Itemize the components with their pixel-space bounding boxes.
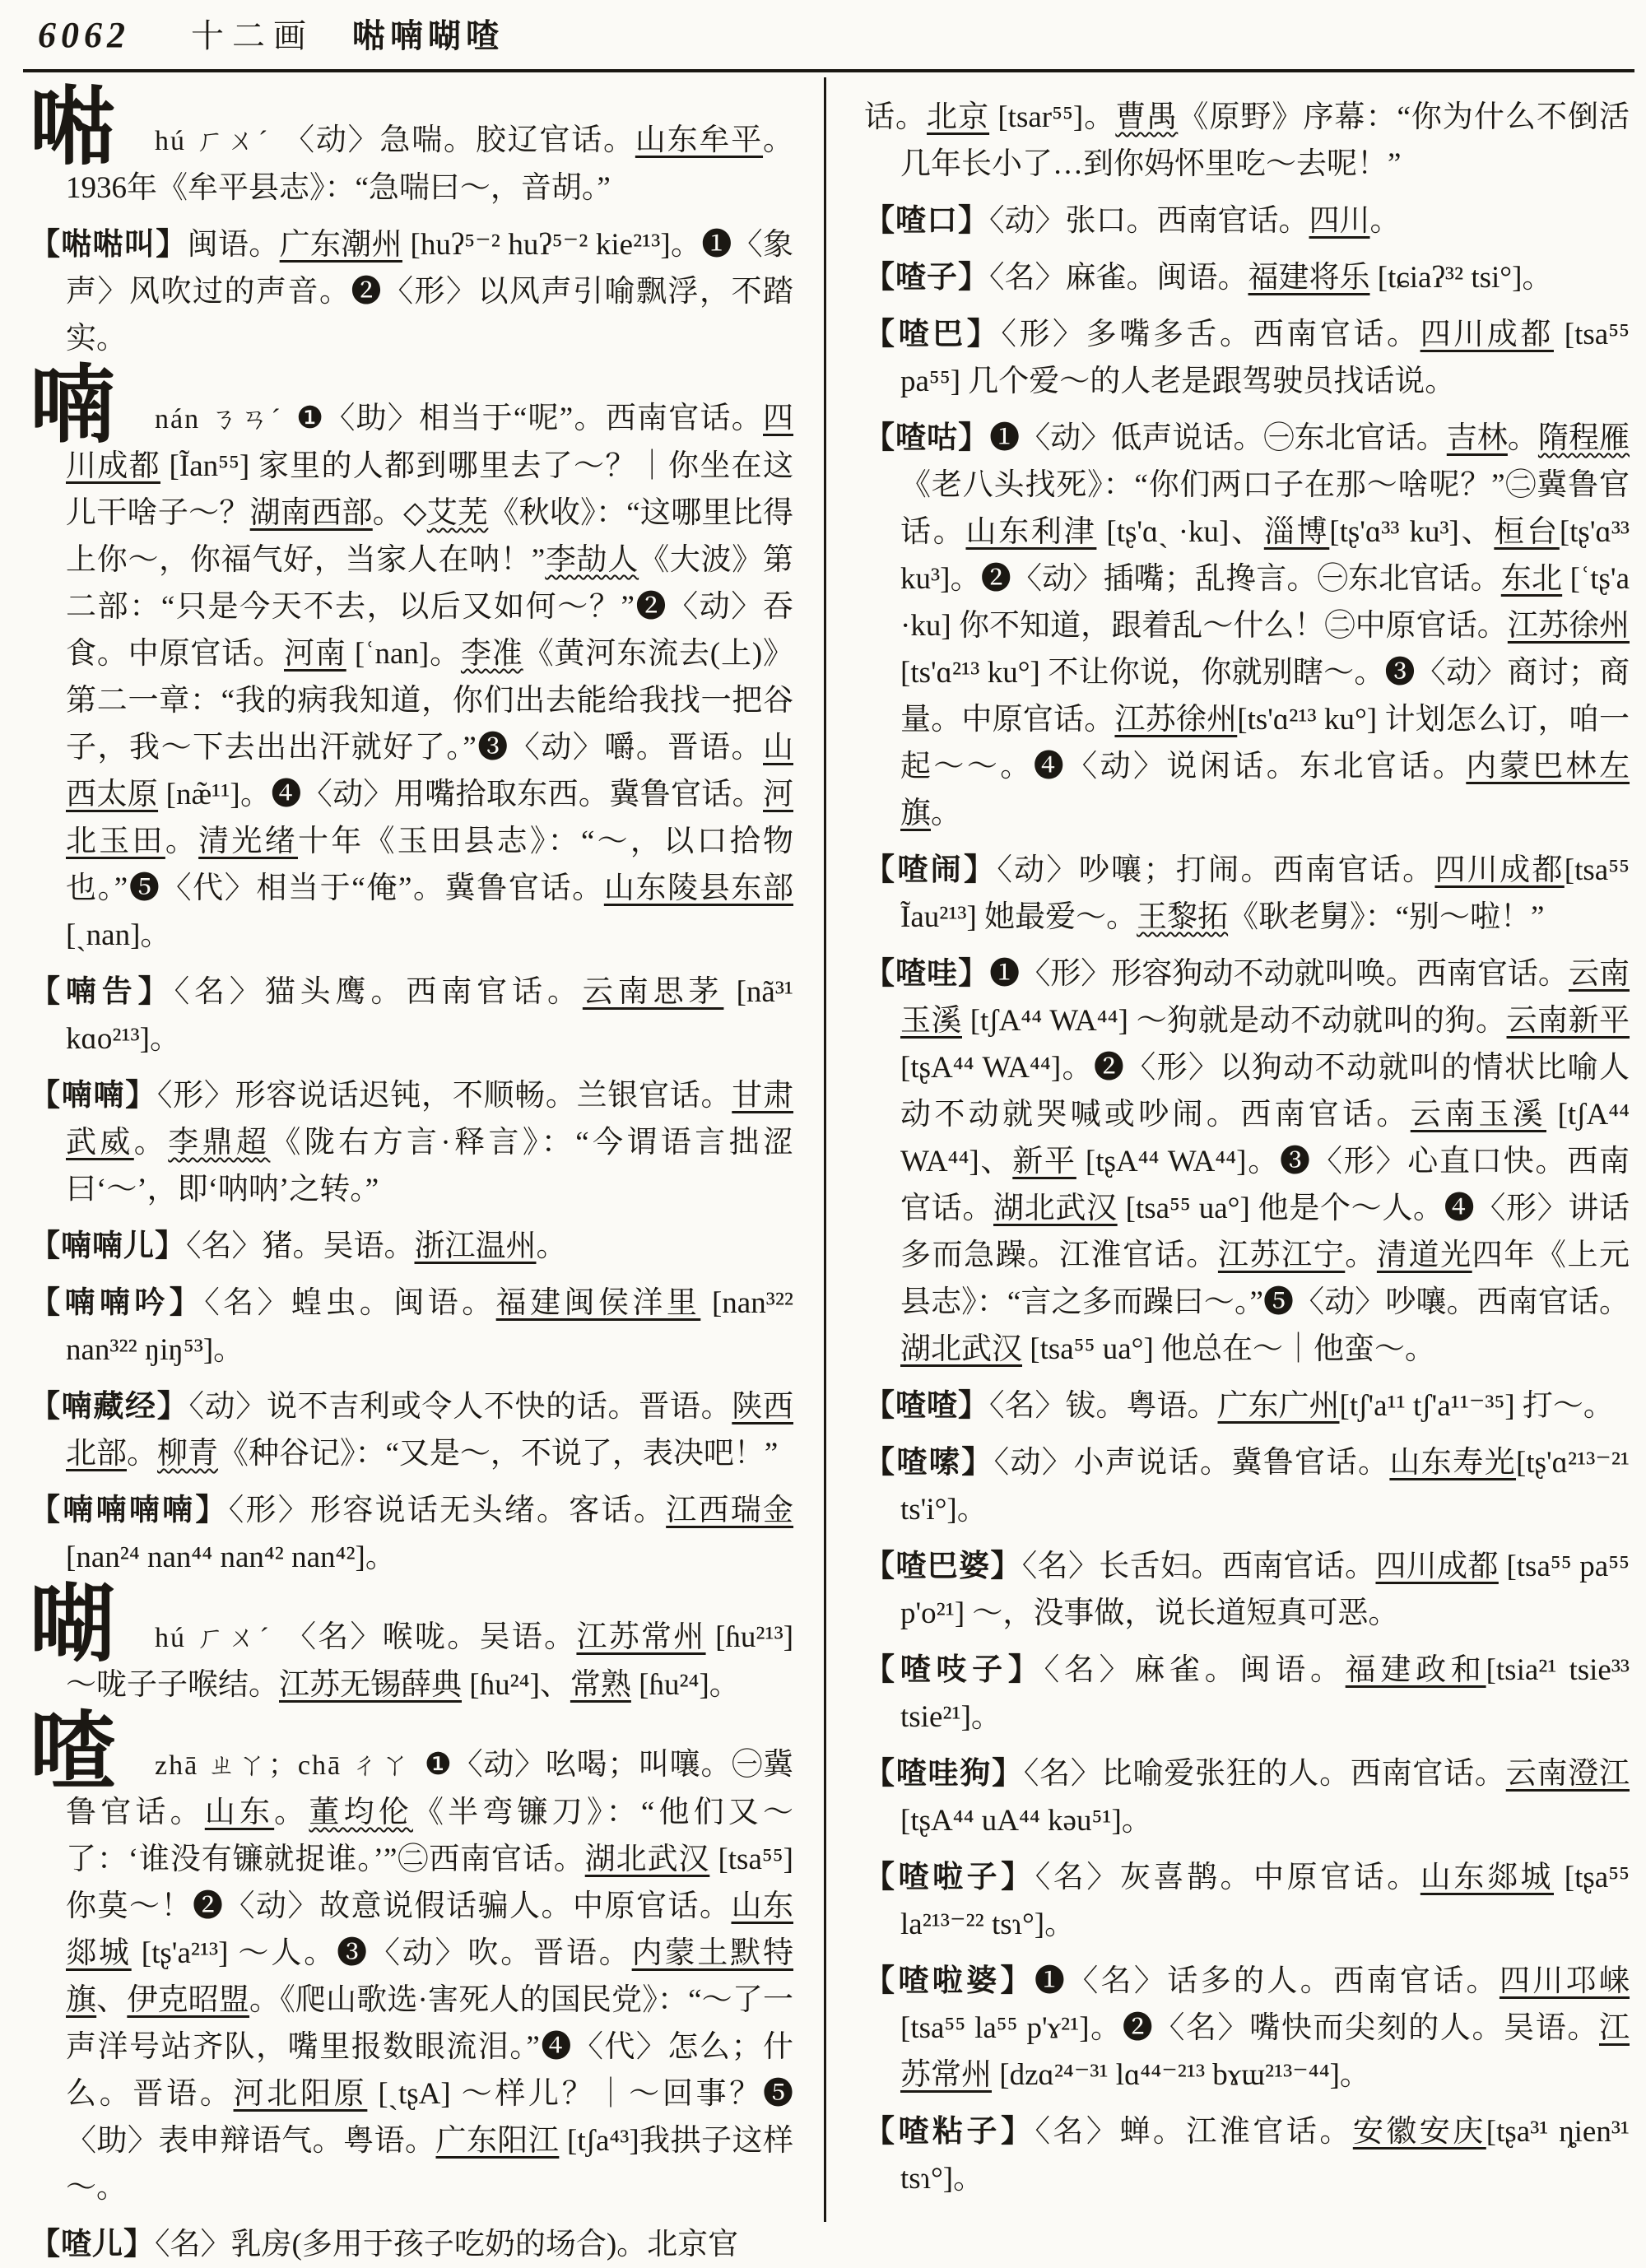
entry-headword: 【喃喃喃喃】 [30,1494,229,1527]
entry-text: 【喃喃喃喃】〈形〉形容说话无头绪。客话。江西瑞金 [nan²⁴ nan⁴⁴ nan⁴² nan⁴²]。 [30,1494,794,1574]
stroke-section-label: 十二画 [191,17,314,54]
entry-text: 话。北京 [tsar⁵⁵]。曹禺《原野》序幕：“你为什么不倒活几年长小了…到你妈怀里吃～去呢！” [864,100,1630,181]
entry-text: 【喳口】〈动〉张口。西南官话。四川。 [864,204,1401,238]
compound-entry-喳啦婆 [864,1958,1630,2098]
compound-entry-喖喖叫 [30,221,793,362]
pronunciation: zhā ㄓㄚ；chā ㄔㄚ [155,1750,412,1781]
entry-headword: 【喳哇狗】 [864,1757,1024,1791]
entry-text: nán ㄋㄢˊ ❶〈助〉相当于“呢”。西南官话。四川成都 [Ĩan⁵⁵] 家里的人都到哪里去了～？｜你坐在这儿干啥子～？湖南西部。◇艾芜《秋收》：“这哪里比得上你～，你福气好，当家人在呐！”李劼人《大波》第二部：“只是今天不去，以后又如何～？”❷〈动〉吞食。中原官话。河南 [ʿnan]。李准《黄河东流去(上)》第二一章：“我的病我知道，你们出去能给我找一把谷子，我～下去出出汗就好了。”❸〈动〉嚼。晋语。山西太原 [næ̃¹¹]。❹〈动〉用嘴拾取东西。冀鲁官话。河北玉田。清光绪十年《玉田县志》：“～，以口拾物也。”❺〈代〉相当于“俺”。冀鲁官话。山东陵县东部[ˎnan]。 [66,402,794,952]
entry-headword: 【喖喖叫】 [30,228,188,262]
place-name-underlined: 江苏无锡薛典 [279,1668,462,1702]
place-name-underlined: 安徽安庆 [1352,2115,1486,2149]
head-character: 㗅 [30,1578,116,1672]
entry-headword: 【喳粘子】 [864,2115,1035,2149]
entry-headword: 【喳哇】 [864,957,990,991]
entry-headword: 【喳口】 [864,204,989,238]
head-entry-喃 [30,359,794,959]
entry-text: hú ㄏㄨˊ 〈名〉喉咙。吴语。江苏常州 [ɦu²¹³] ～咙子子喉结。江苏无锡薛典 [ɦu²⁴]、常熟 [ɦu²⁴]。 [66,1620,794,1702]
compound-entry-喳巴婆 [864,1543,1630,1637]
entry-text: 【喳儿】〈名〉乳房(多用于孩子吃奶的场合)。北京官 [30,2228,739,2261]
compound-entry-喃藏经 [30,1383,793,1477]
compound-entry-喳咕 [864,415,1630,837]
place-name-underlined: 山东 [204,1796,275,1829]
place-name-underlined: 江苏常州 [576,1620,706,1654]
place-name-underlined: 陕西北部 [66,1390,793,1471]
place-name-underlined: 四川邛崃 [1499,1964,1630,1998]
entry-headword: 【喳吱子】 [864,1653,1044,1687]
entry-headword: 【喳咕】 [864,421,990,455]
entry-text: 【喳嗦】〈动〉小声说话。冀鲁官话。山东寿光[tʂ'ɑ²¹³⁻²¹ ts'i°]。 [864,1446,1630,1527]
entry-headword: 【喳闹】 [864,853,997,887]
entry-text: 【喃喃】〈形〉形容说话迟钝，不顺畅。兰银官话。甘肃武威。李鼎超《陇右方言·释言》：“今谓语言拙涩曰‘～’，即‘呐呐’之转。” [30,1079,794,1206]
section-characters: 喖喃㗅喳 [352,17,504,54]
pronunciation: nán ㄋㄢˊ [155,404,283,435]
entry-headword: 【喳嗦】 [864,1446,994,1480]
place-name-underlined: 清道光 [1376,1239,1472,1272]
place-name-underlined: 山东陵县东部 [603,871,793,905]
head-character: 喃 [30,359,116,453]
place-name-underlined: 四川成都 [1434,853,1565,887]
compound-entry-喃告 [30,969,793,1062]
entry-headword: 【喳啦子】 [864,1861,1035,1894]
place-name-underlined: 云南澄江 [1505,1757,1630,1791]
place-name-underlined: 山东寿光 [1389,1446,1517,1480]
place-name-underlined: 内蒙巴林左旗 [900,750,1630,830]
place-name-underlined: 广东阳江 [435,2124,560,2158]
place-name-underlined: 北京 [927,100,990,134]
compound-entry-喳子 [864,254,1630,301]
compound-entry-喳闹 [864,847,1630,941]
left-column [30,81,794,2268]
compound-entry-喃喃喃喃 [30,1487,793,1581]
place-name-underlined: 清光绪 [198,825,298,858]
entry-text: 【喳啦婆】❶〈名〉话多的人。西南官话。四川邛崃 [tsa⁵⁵ la⁵⁵ p'ɤ²¹]。❷〈名〉嘴快而尖刻的人。吴语。江苏常州 [dzɑ²⁴⁻³¹ lɑ⁴⁴⁻²¹³ bɤɯ²¹³⁻⁴⁴]。 [864,1964,1630,2092]
entry-headword: 【喳喳】 [864,1389,989,1423]
entry-text: 【喳哇狗】〈名〉比喻爱张狂的人。西南官话。云南澄江 [tʂA⁴⁴ uA⁴⁴ kəu⁵¹]。 [864,1757,1630,1838]
entry-headword: 【喃喃儿】 [30,1229,186,1263]
entry-headword: 【喃喃】 [30,1079,157,1113]
entry-headword: 【喳巴婆】 [864,1550,1022,1583]
entry-text: 【喳子】〈名〉麻雀。闽语。福建将乐 [tɕiaʔ³² tsi°]。 [864,261,1553,295]
entry-headword: 【喃喃吟】 [30,1286,205,1320]
entry-text: zhā ㄓㄚ；chā ㄔㄚ ❶〈动〉吆喝；叫嚷。㊀冀鲁官话。山东。董均伦《半弯镰刀》：“他们又～了：‘谁没有镰就捉谁。’”㊁西南官话。湖北武汉 [tsa⁵⁵] 你莫～！❷〈动〉故意说假话骗人。中原官话。山东郯城 [tʂ'a²¹³] ～人。❸〈动〉吹。晋语。内蒙土默特旗、伊克昭盟。《爬山歌选·害死人的国民党》：“～了一声洋号站齐队，嘴里报数眼流泪。”❹〈代〉怎么；什么。晋语。河北阳原 [ˎtʂA] ～样儿？｜～回事？❺〈助〉表申辩语气。粤语。广东阳江 [tʃa⁴³]我拱子这样～。 [66,1748,794,2205]
place-name-underlined: 广东潮州 [279,228,402,262]
pronunciation: hú ㄏㄨˊ [155,1623,272,1653]
place-name-underlined: 四川成都 [66,402,794,483]
person-name-underlined: 李准 [460,637,523,671]
person-name-underlined: 柳青 [157,1437,218,1471]
place-name-underlined: 桓台 [1494,515,1560,549]
place-name-underlined: 福建闽侯洋里 [495,1286,701,1320]
place-name-underlined: 甘肃武威 [66,1079,794,1160]
compound-entry-喳口 [864,198,1630,244]
place-name-underlined: 吉林 [1446,421,1508,455]
entry-headword: 【喳啦婆】 [864,1964,1035,1998]
place-name-underlined: 云南玉溪 [1410,1098,1546,1132]
place-name-underlined: 福建政和 [1345,1653,1486,1687]
compound-entry-喳哇狗 [864,1750,1630,1844]
place-name-underlined: 山东牟平 [635,123,764,157]
right-column [864,84,1630,2202]
compound-entry-喃喃儿 [30,1223,793,1270]
place-name-underlined: 江苏常州 [900,2011,1630,2092]
entry-text: 【喳吱子】〈名〉麻雀。闽语。福建政和[tsia²¹ tsie³³ tsie²¹]。 [864,1653,1630,1734]
entry-text: 【喳闹】〈动〉吵嚷；打闹。西南官话。四川成都[tsa⁵⁵ Ĩau²¹³] 她最爱～。王黎拓《耿老舅》：“别～啦！” [864,853,1630,934]
place-name-underlined: 山东郯城 [1420,1861,1554,1894]
entry-text: 【喃喃儿】〈名〉猪。吴语。浙江温州。 [30,1229,567,1263]
place-name-underlined: 山东郯城 [66,1889,793,1970]
place-name-underlined: 江西瑞金 [666,1494,794,1527]
person-name-underlined: 李劼人 [545,543,639,577]
entry-text: 【喳哇】❶〈形〉形容狗动不动就叫唤。西南官话。云南玉溪 [tʃA⁴⁴ WA⁴⁴] ～狗就是动不动就叫的狗。云南新平 [tʂA⁴⁴ WA⁴⁴]。❷〈形〉以狗动不动就叫的情状比喻人动不动就哭喊或吵闹。西南官话。云南玉溪 [tʃA⁴⁴ WA⁴⁴]、新平 [tʂA⁴⁴ WA⁴⁴]。❸〈形〉心直口快。西南官话。湖北武汉 [tsa⁵⁵ ua°] 他是个～人。❹〈形〉讲话多而急躁。江淮官话。江苏江宁。清道光四年《上元县志》：“言之多而躁曰～。”❺〈动〉吵嚷。西南官话。湖北武汉 [tsa⁵⁵ ua°] 他总在～｜他蛮～。 [864,957,1630,1366]
person-name-underlined: 隋程雁 [1537,421,1630,455]
compound-entry-喳吱子 [864,1647,1630,1741]
person-name-underlined: 董均伦 [309,1796,413,1829]
column-divider [824,77,826,2222]
compound-entry-喳儿 [30,2221,793,2268]
place-name-underlined: 福建将乐 [1248,261,1370,295]
entry-headword: 【喳巴】 [864,318,1002,351]
entry-text: 【喃告】〈名〉猫头鹰。西南官话。云南思茅 [nã³¹ kɑo²¹³]。 [30,975,794,1056]
place-name-underlined: 四川成都 [1420,318,1554,351]
entry-text: 【喃喃吟】〈名〉蝗虫。闽语。福建闽侯洋里 [nan³²² nan³²² ŋiŋ⁵³]。 [30,1286,794,1367]
place-name-underlined: 云南玉溪 [900,957,1630,1038]
entry-headword: 【喳儿】 [30,2228,155,2261]
place-name-underlined: 内蒙土默特旗 [66,1936,793,2017]
place-name-underlined: 湖南西部 [249,496,373,530]
compound-entry-喃喃吟 [30,1280,793,1373]
person-name-underlined: 李鼎超 [168,1126,271,1160]
person-name-underlined: 曹禺 [1115,100,1179,134]
compound-entry-喳嗦 [864,1439,1630,1533]
place-name-underlined: 常熟 [570,1668,631,1702]
place-name-underlined: 山西太原 [66,731,793,811]
place-name-underlined: 东北 [1500,562,1563,596]
place-name-underlined: 江苏江宁 [1217,1239,1346,1272]
place-name-underlined: 江苏徐州 [1507,609,1630,643]
place-name-underlined: 江苏徐州 [1114,703,1238,737]
head-entry-㗅 [30,1578,794,1708]
place-name-underlined: 河北玉田 [66,778,793,858]
place-name-underlined: 四川成都 [1375,1550,1499,1583]
page-number: 6062 [38,15,130,55]
place-name-underlined: 山东利津 [965,515,1097,549]
entry-text: 【喳啦子】〈名〉灰喜鹊。中原官话。山东郯城 [tʂa⁵⁵ la²¹³⁻²² tsɿ°]。 [864,1861,1630,1941]
head-character: 喳 [30,1705,116,1800]
place-name-underlined: 湖北武汉 [584,1843,710,1876]
place-name-underlined: 新平 [1012,1145,1076,1178]
compound-entry-喳啦子 [864,1854,1630,1948]
place-name-underlined: 河北阳原 [233,2077,368,2111]
entry-headword: 【喃藏经】 [30,1390,189,1424]
entry-text: 【喳喳】〈名〉钹。粤语。广东广州[tʃ'a¹¹ tʃ'a¹¹⁻³⁵] 打～。 [864,1389,1614,1423]
place-name-underlined: 云南新平 [1506,1004,1630,1038]
place-name-underlined: 浙江温州 [414,1229,537,1263]
entry-text: 【喳巴婆】〈名〉长舌妇。西南官话。四川成都 [tsa⁵⁵ pa⁵⁵ p'o²¹] ～，没事做，说长道短真可恶。 [864,1550,1630,1630]
entry-text: hú ㄏㄨˊ 〈动〉急喘。胶辽官话。山东牟平。1936年《牟平县志》：“急喘曰～，音胡。” [66,123,794,205]
head-entry-喳 [30,1705,794,2211]
compound-entry-喳巴 [864,311,1630,405]
compound-entry-喳喳 [864,1383,1630,1429]
pronunciation: hú ㄏㄨˊ [155,126,272,156]
place-name-underlined: 河南 [284,637,346,671]
header-rule [23,69,1634,72]
place-name-underlined: 淄博 [1263,515,1330,549]
entry-text: 【喳巴】〈形〉多嘴多舌。西南官话。四川成都 [tsa⁵⁵ pa⁵⁵] 几个爱～的人老是跟驾驶员找话说。 [864,318,1630,398]
place-name-underlined: 湖北武汉 [993,1192,1118,1225]
entry-text: 【喖喖叫】闽语。广东潮州 [huʔ⁵⁻² huʔ⁵⁻² kie²¹³]。❶〈象声〉风吹过的声音。❷〈形〉以风声引喻飘浮，不踏实。 [30,228,793,356]
place-name-underlined: 伊克昭盟 [127,1983,250,2017]
place-name-underlined: 湖北武汉 [900,1332,1022,1366]
entry-text: 【喳粘子】〈名〉蝉。江淮官话。安徽安庆[tʂa³¹ ȵien³¹ tsɿ°]。 [864,2115,1630,2196]
continuation-paragraph [864,94,1630,188]
head-entry-喖 [30,81,794,211]
entry-headword: 【喳子】 [864,261,989,295]
entry-text: 【喃藏经】〈动〉说不吉利或令人不快的话。晋语。陕西北部。柳青《种谷记》：“又是～，不说了，表决吧！” [30,1390,793,1471]
entry-text: 【喳咕】❶〈动〉低声说话。㊀东北官话。吉林。隋程雁《老八头找死》：“你们两口子在那～啥呢？”㊁冀鲁官话。山东利津 [tʂ'ɑˏ ·ku]、淄博[tʂ'ɑ³³ ku³]、桓台[tʂ'ɑ³³ ku³]。❷〈动〉插嘴；乱搀言。㊀东北官话。东北 [ʿtʂ'a ·ku] 你不知道，跟着乱～什么！㊁中原官话。江苏徐州 [ts'ɑ²¹³ ku°] 不让你说，你就别瞎～。❸〈动〉商讨；商量。中原官话。江苏徐州[ts'ɑ²¹³ ku°] 计划怎么订，咱一起～～。❹〈动〉说闲话。东北官话。内蒙巴林左旗。 [864,421,1630,830]
page-header [38,10,504,57]
compound-entry-喳粘子 [864,2108,1630,2202]
person-name-underlined: 王黎拓 [1137,900,1229,934]
place-name-underlined: 广东广州 [1217,1389,1340,1423]
place-name-underlined: 四川 [1309,204,1370,238]
entry-headword: 【喃告】 [30,975,174,1009]
person-name-underlined: 艾芜 [426,496,489,530]
place-name-underlined: 云南思茅 [582,975,724,1009]
compound-entry-喃喃 [30,1072,793,1213]
compound-entry-喳哇 [864,950,1630,1373]
head-character: 喖 [30,81,116,175]
